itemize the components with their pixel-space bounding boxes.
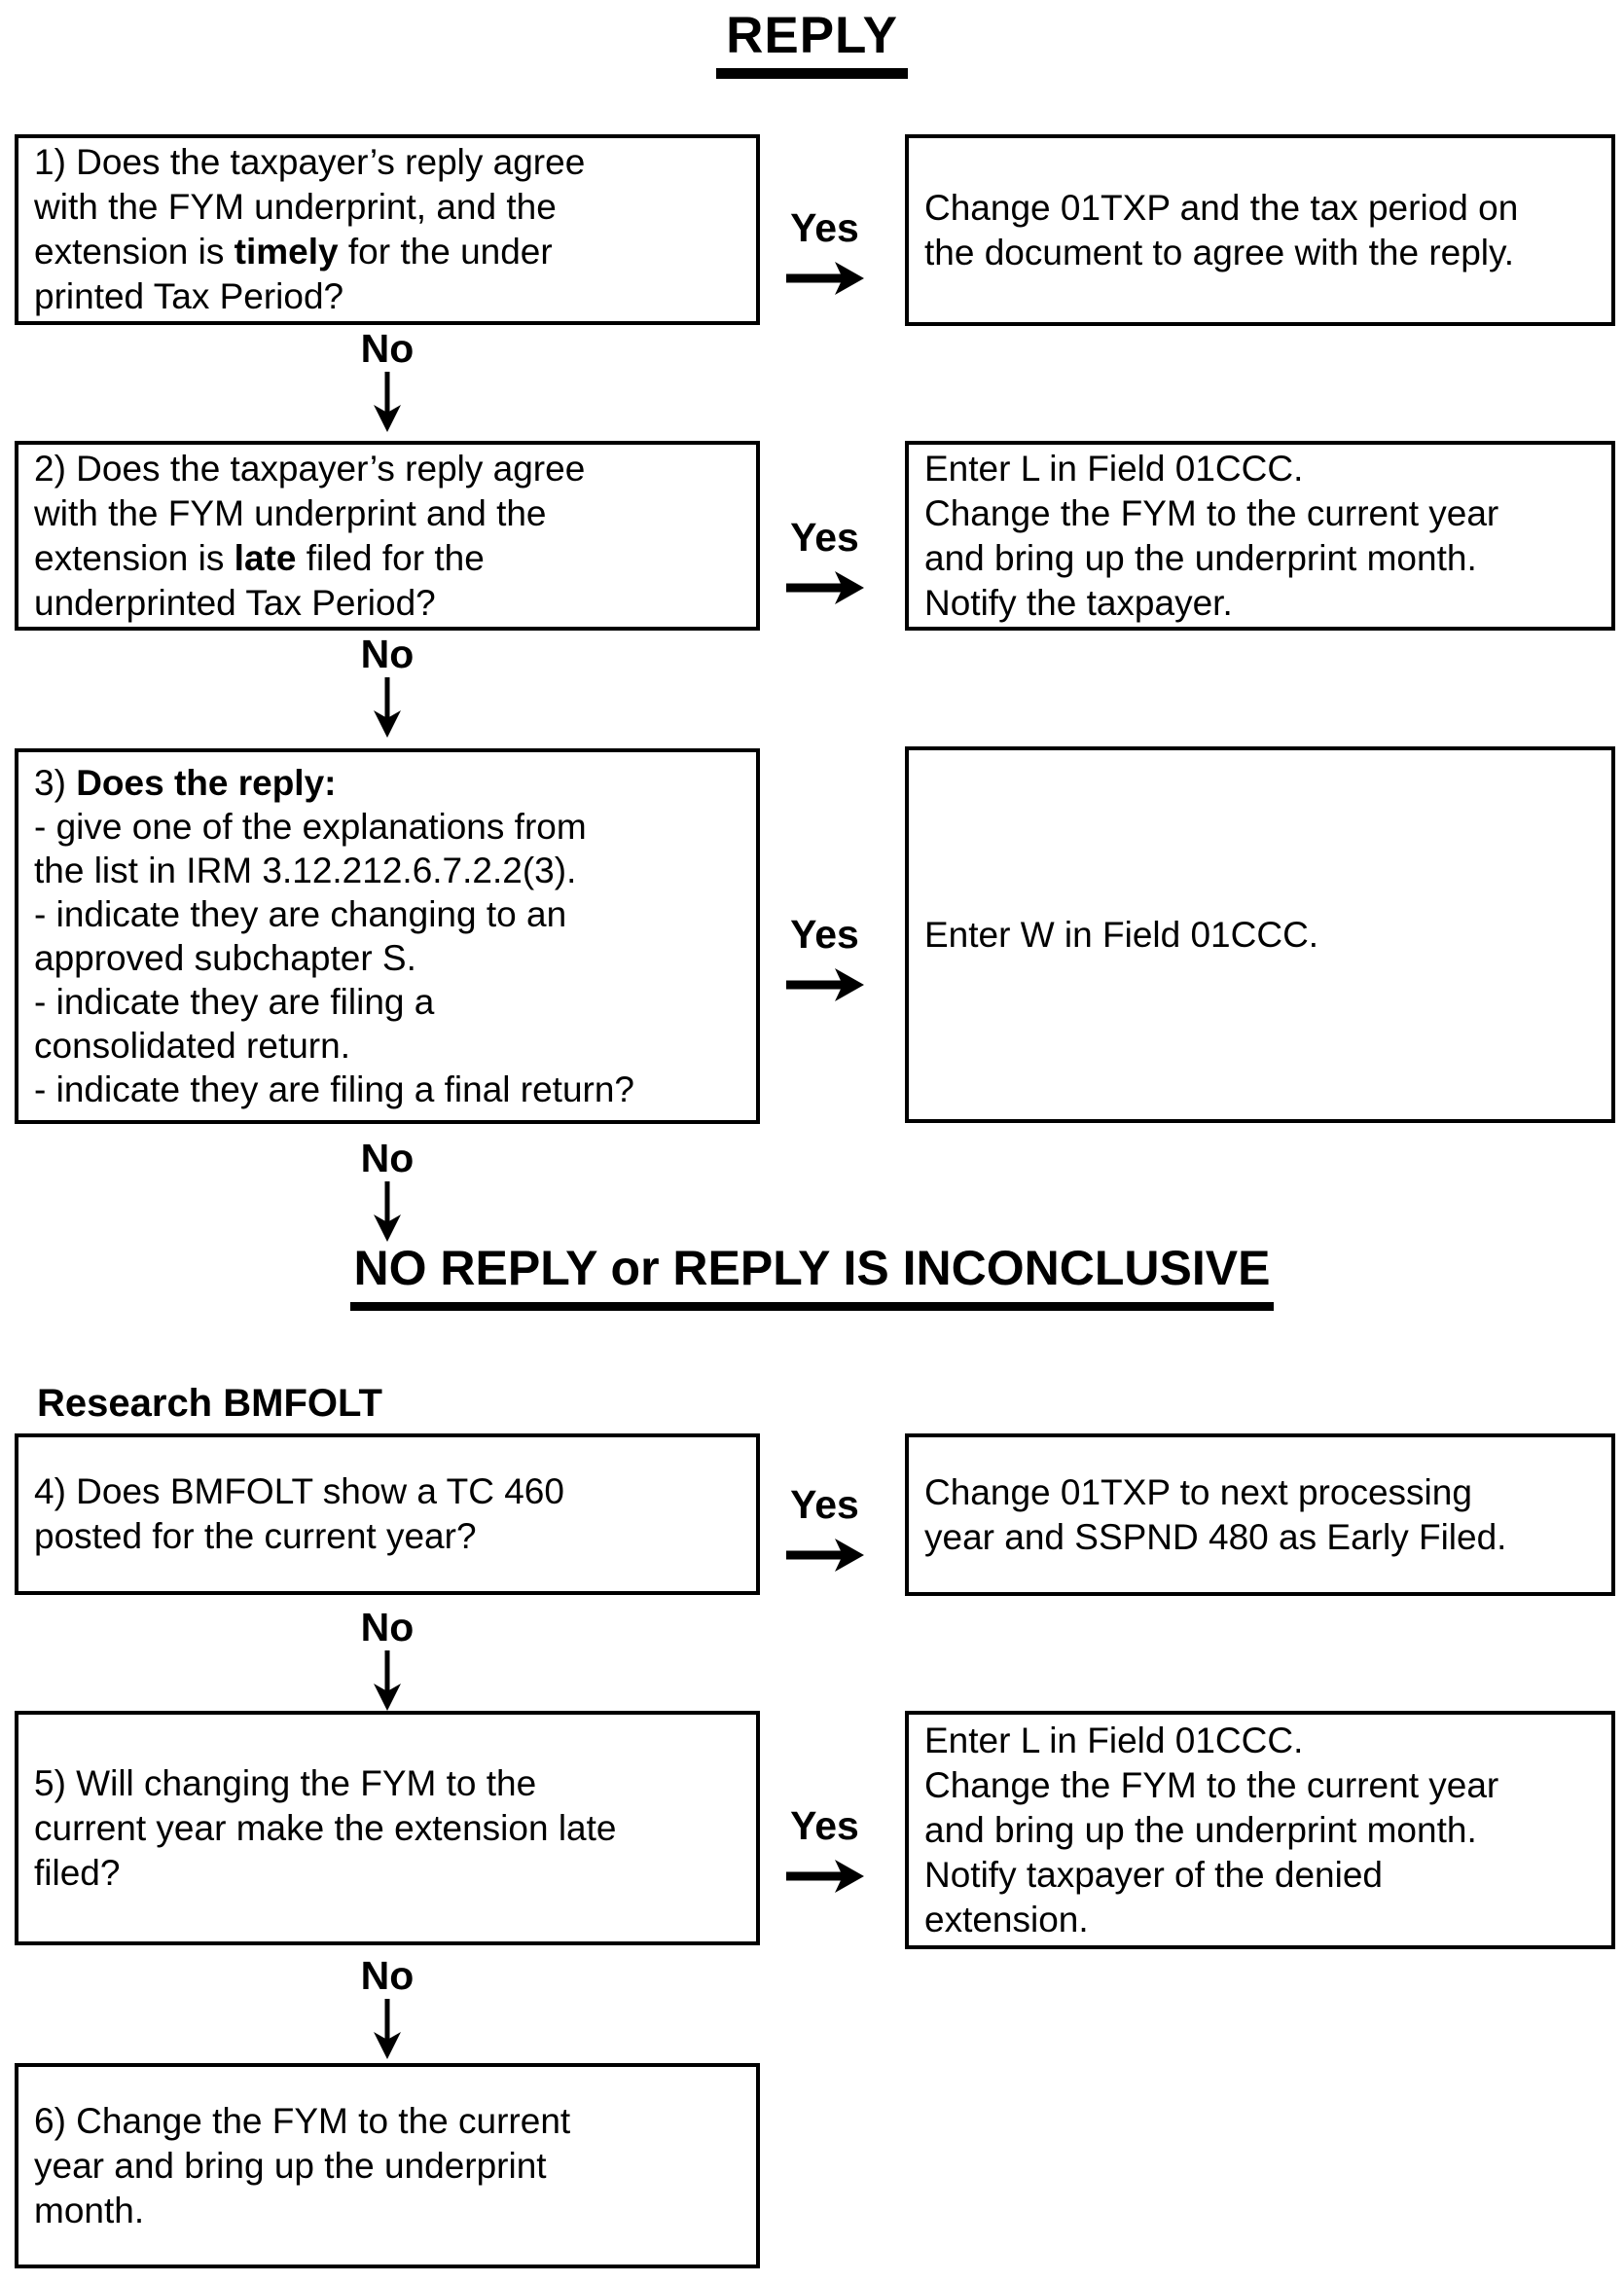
no-label-5: No xyxy=(360,1953,415,1998)
no-connector-3 xyxy=(339,1137,436,1242)
right-arrow-icon xyxy=(786,1857,864,1896)
action-1-text: Change 01TXP and the tax period on the document to agree with the reply. xyxy=(924,187,1519,272)
action-box-3 xyxy=(905,746,1615,1123)
question-box-4 xyxy=(15,1433,760,1595)
action-box-4 xyxy=(905,1433,1615,1596)
down-arrow-icon xyxy=(370,1650,405,1711)
section-heading xyxy=(0,1240,1624,1311)
question-2-text: 2) Does the taxpayer’s reply agree with the FYM underprint and the extension is late filed for the underprinted Tax Period? xyxy=(34,448,586,623)
down-arrow-icon xyxy=(370,1999,405,2059)
page-title-text: REPLY xyxy=(716,6,908,79)
page-title xyxy=(0,6,1624,79)
yes-connector-1 xyxy=(778,206,871,298)
question-6-text: 6) Change the FYM to the current year and bring up the underprint month. xyxy=(34,2100,571,2230)
question-1-text: 1) Does the taxpayer’s reply agree with the FYM underprint, and the extension is timely for the under printed Tax Period? xyxy=(34,142,586,316)
question-box-2 xyxy=(15,441,760,631)
action-2-text: Enter L in Field 01CCC. Change the FYM to the current year and bring up the underprint month. Notify the taxpayer. xyxy=(924,448,1499,623)
question-box-5 xyxy=(15,1711,760,1945)
yes-label-3: Yes xyxy=(790,912,859,957)
no-label-2: No xyxy=(360,632,415,676)
yes-connector-2 xyxy=(778,516,871,607)
yes-connector-4 xyxy=(778,1483,871,1575)
down-arrow-icon xyxy=(370,1181,405,1242)
research-note: Research BMFOLT xyxy=(37,1382,382,1425)
no-connector-5 xyxy=(339,1954,436,2059)
section-heading-text: NO REPLY or REPLY IS INCONCLUSIVE xyxy=(350,1240,1275,1311)
right-arrow-icon xyxy=(786,568,864,607)
no-connector-4 xyxy=(339,1606,436,1711)
question-box-6 xyxy=(15,2063,760,2268)
no-label-3: No xyxy=(360,1136,415,1180)
action-box-2 xyxy=(905,441,1615,631)
no-connector-2 xyxy=(339,633,436,738)
action-box-1 xyxy=(905,134,1615,326)
question-3-text: 3) Does the reply: - give one of the explanations from the list in IRM 3.12.212.6.7.2.2(3). - indicate they are changing to an approved subchapter S. - indicate they are filing a consolidated return. - indicate they are filing a final return? xyxy=(34,763,635,1109)
no-label-4: No xyxy=(360,1605,415,1649)
right-arrow-icon xyxy=(786,965,864,1004)
right-arrow-icon xyxy=(786,259,864,298)
yes-connector-3 xyxy=(778,913,871,1004)
no-connector-1 xyxy=(339,327,436,432)
action-5-text: Enter L in Field 01CCC. Change the FYM to the current year and bring up the underprint month. Notify taxpayer of the denied extension. xyxy=(924,1720,1499,1939)
action-4-text: Change 01TXP to next processing year and SSPND 480 as Early Filed. xyxy=(924,1471,1507,1557)
question-box-3 xyxy=(15,748,760,1124)
question-box-1 xyxy=(15,134,760,325)
yes-label-2: Yes xyxy=(790,515,859,560)
yes-connector-5 xyxy=(778,1804,871,1896)
yes-label-5: Yes xyxy=(790,1803,859,1848)
right-arrow-icon xyxy=(786,1536,864,1575)
action-box-5 xyxy=(905,1711,1615,1949)
yes-label-1: Yes xyxy=(790,205,859,250)
down-arrow-icon xyxy=(370,677,405,738)
question-5-text: 5) Will changing the FYM to the current year make the extension late filed? xyxy=(34,1762,617,1893)
down-arrow-icon xyxy=(370,372,405,432)
yes-label-4: Yes xyxy=(790,1482,859,1527)
question-4-text: 4) Does BMFOLT show a TC 460 posted for the current year? xyxy=(34,1471,564,1556)
no-label-1: No xyxy=(360,326,415,371)
action-3-text: Enter W in Field 01CCC. xyxy=(924,914,1319,955)
